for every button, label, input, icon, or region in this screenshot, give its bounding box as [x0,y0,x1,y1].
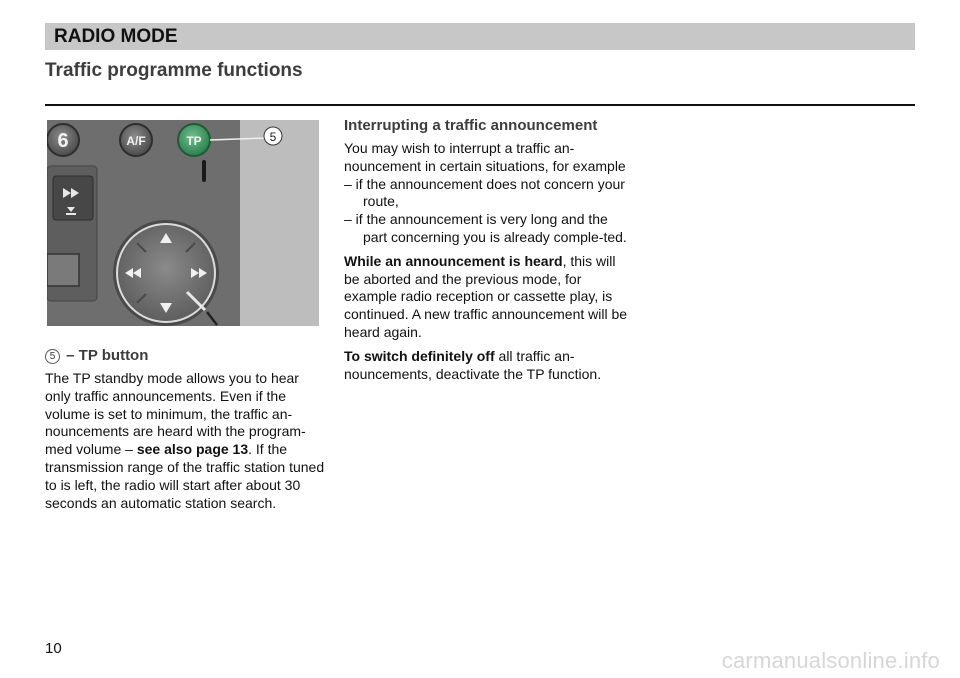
switch-off-paragraph: To switch definitely off all traffic an-nouncements, deactivate the TP function. [344,347,602,382]
radio-panel-illustration [47,120,319,326]
interrupt-section [344,116,629,389]
while-announcement-paragraph: While an announcement is heard, this will be aborted and the previous mode, for example radio reception or cassette play, is continued. A new traffic announcement will be heard again. [344,252,628,340]
svg-text:5: 5 [269,130,277,144]
svg-text:TP: TP [186,134,202,148]
list-item: – if the announcement is very long and the part concerning you is already comple-ted. [344,211,627,245]
preset-6-button[interactable] [47,124,79,156]
page-reference: see also page 13 [136,441,249,458]
page-subtitle: Traffic programme functions [45,60,303,81]
tp-button-heading: 5 – TP button [45,346,325,366]
tp-description: The TP standby mode allows you to hear only traffic announcements. Even if the volume is set to minimum, the traffic an-nouncements are heard with the program-med volume – see also page 13. If the transmission range of the traffic station tuned to is left, the radio will start after about 30 seconds an automatic station search. [45,370,325,511]
tp-button[interactable] [178,124,210,156]
list-item: – if the announcement does not concern your route, [344,175,625,210]
indicator-slot [202,160,206,182]
interrupt-heading: Interrupting a traffic announcement [344,117,598,134]
callout-5 [264,127,282,145]
watermark: carmanualsonline.info [721,648,940,673]
svg-text:6: 6 [57,130,69,152]
section-title: RADIO MODE [54,26,178,47]
svg-text:A/F: A/F [126,134,146,148]
section-header-bar [45,23,915,50]
af-button[interactable] [120,124,152,156]
tuning-knob[interactable] [113,220,219,326]
interrupt-intro: You may wish to interrupt a traffic an-nouncement in certain situations, for example [344,140,626,174]
page-number: 10 [45,640,62,657]
tp-button-section [45,346,325,518]
divider-rule [45,104,915,106]
callout-number: 5 [45,349,60,364]
